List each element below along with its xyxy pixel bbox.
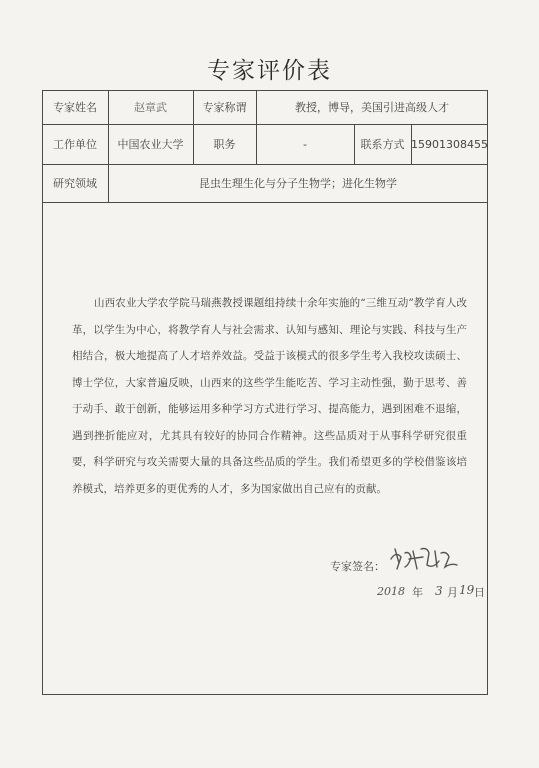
- date-month-unit: 月: [447, 586, 458, 599]
- expert-title-value: 教授，博导，美国引进高级人才: [295, 101, 449, 114]
- evaluation-text: [72, 290, 467, 502]
- expert-title-label: 专家称谓: [202, 101, 247, 114]
- contact-label: 联系方式: [360, 138, 405, 151]
- date-month: 3: [435, 584, 443, 598]
- date-year: 2018: [377, 585, 405, 598]
- expert-name-label: 专家姓名: [53, 101, 97, 114]
- date-day: 19: [459, 583, 475, 597]
- contact-value: 15901308455: [411, 137, 488, 151]
- date-year-unit: 年: [412, 586, 423, 599]
- work-unit-label: 工作单位: [53, 138, 97, 151]
- date-day-unit: 日: [474, 586, 485, 599]
- signature-label: 专家签名：: [330, 560, 385, 573]
- row-divider: [42, 202, 488, 203]
- page-title: 专家评价表: [207, 58, 332, 84]
- research-field-value: 昆虫生理生化与分子生物学；进化生物学: [199, 177, 397, 190]
- position-value: -: [303, 137, 307, 151]
- work-unit-value: 中国农业大学: [117, 138, 184, 151]
- expert-name-value: 赵章武: [134, 101, 167, 114]
- handwritten-signature: [387, 543, 462, 579]
- research-field-label: 研究领域: [53, 177, 97, 190]
- evaluation-paragraph: 山西农业大学农学院马瑞燕教授课题组持续十余年实施的“三维互动”教学育人改革，以学生为中心，将教学育人与社会需求、认知与感知、理论与实践、科技与生产相结合，极大地提高了人才培养效益。受益于该模式的很多学生考入我校攻读硕士、博士学位，大家普遍反映，山西来的这些学生能吃苦、学习主动性强，勤于思考、善于动手、敢于创新，能够运用多种学习方式进行学习、提高能力，遇到困难不退缩，遇到挫折能应对，尤其具有较好的协同合作精神。这些品质对于从事科学研究很重要，科学研究与攻关需要大量的具备这些品质的学生。我们希望更多的学校借鉴该培养模式，培养更多的更优秀的人才，多为国家做出自己应有的贡献。: [72, 297, 467, 495]
- position-label: 职务: [213, 138, 236, 151]
